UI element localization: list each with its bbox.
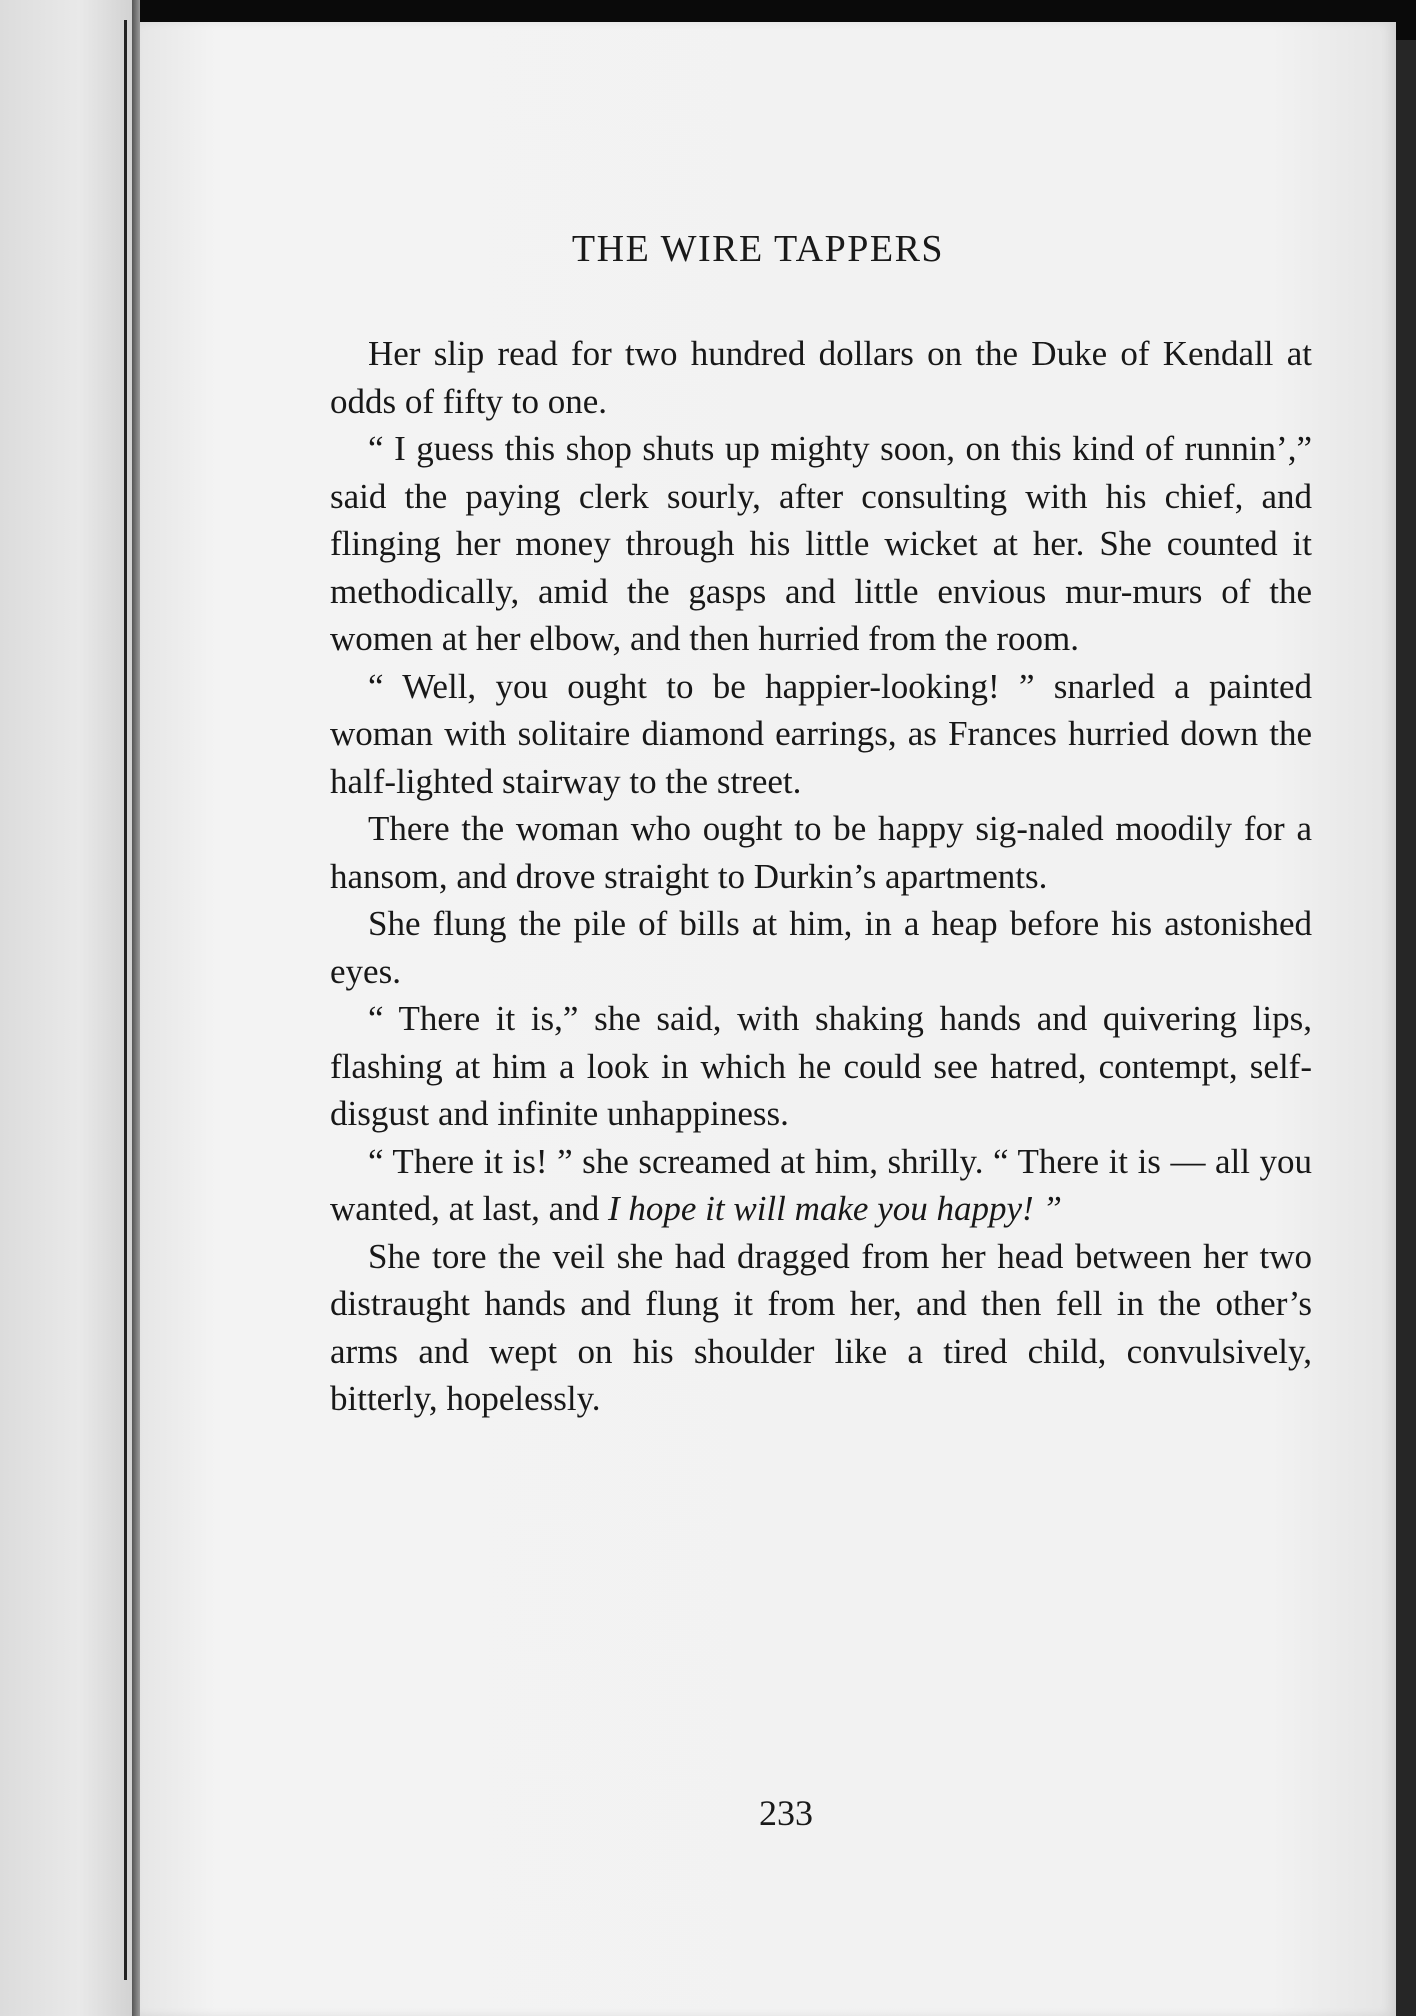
paragraph: There the woman who ought to be happy sig-naled moodily for a hansom, and drove straight to Durkin’s apartments.	[330, 809, 1312, 896]
page-right-edge	[1396, 40, 1416, 2016]
book-page	[140, 22, 1396, 2016]
facing-page-edge	[0, 0, 132, 2016]
running-head: THE WIRE TAPPERS	[571, 228, 945, 270]
page-edge-line	[124, 20, 127, 1980]
paragraph: She tore the veil she had dragged from her head between her two distraught hands and flung it from her, and then fell in the other’s arms and wept on his shoulder like a tired child, convulsively, bitterly, hopelessly.	[330, 1236, 1312, 1418]
paragraph	[330, 1138, 1312, 1233]
book-gutter	[132, 0, 140, 2016]
paragraph: “ I guess this shop shuts up mighty soon, on this kind of runnin’,” said the paying clerk sourly, after consulting with his chief, and flinging her money through his little wicket at her. She counted it methodically, amid the gasps and little envious mur-murs of the women at her elbow, and then hurried from the room.	[330, 429, 1312, 658]
page-number: 233	[759, 1793, 813, 1833]
body-text	[330, 330, 1312, 1423]
italic-text: I hope it will make you happy! ”	[607, 1189, 1062, 1228]
paragraph: “ There it is,” she said, with shaking hands and quivering lips, flashing at him a look in which he could see hatred, contempt, self-disgust and infinite unhappiness.	[330, 999, 1312, 1133]
paragraph-text: “ There it is! ” she screamed at him, shrilly. “ There it is — all you wanted, at last, and	[330, 1141, 1312, 1228]
paragraph: Her slip read for two hundred dollars on the Duke of Kendall at odds of fifty to one.	[330, 334, 1312, 421]
paragraph: She flung the pile of bills at him, in a heap before his astonished eyes.	[330, 904, 1312, 991]
paragraph: “ Well, you ought to be happier-looking! ” snarled a painted woman with solitaire diamond earrings, as Frances hurried down the half-lighted stairway to the street.	[330, 666, 1312, 801]
